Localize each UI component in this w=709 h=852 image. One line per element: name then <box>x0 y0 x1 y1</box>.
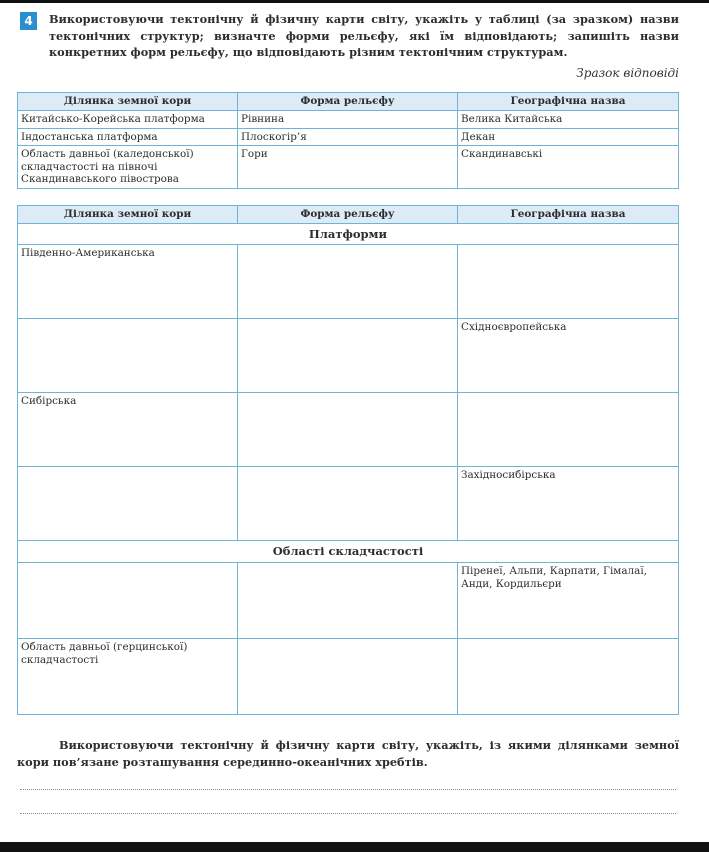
table-row <box>18 639 679 715</box>
bottom-border <box>0 842 709 852</box>
answer-cell[interactable] <box>238 467 458 541</box>
answer-cell[interactable] <box>18 319 238 393</box>
header-crust-area: Ділянка земної кори <box>18 93 238 111</box>
answer-cell[interactable] <box>238 563 458 639</box>
answer-cell[interactable]: Піренеї, Альпи, Карпати, Гімалаї, Анди, Кордильєри <box>458 563 679 639</box>
sample-cell: Китайсько-Корейська платформа <box>18 111 238 129</box>
answer-line[interactable] <box>20 789 676 790</box>
answer-cell[interactable] <box>238 319 458 393</box>
table-row <box>18 563 679 639</box>
section-title-platforms: Платформи <box>18 224 679 245</box>
sample-answer-label: Зразок відповіді <box>576 66 679 80</box>
table-row <box>18 111 679 129</box>
header-geo-name: Географічна назва <box>458 93 679 111</box>
answer-cell[interactable] <box>238 393 458 467</box>
answer-cell[interactable]: Західносибірська <box>458 467 679 541</box>
table-row <box>18 467 679 541</box>
table-header-row <box>18 93 679 111</box>
answer-cell[interactable]: Сибірська <box>18 393 238 467</box>
section-title-folds: Області складчастості <box>18 541 679 563</box>
answer-cell[interactable] <box>18 563 238 639</box>
answer-cell[interactable] <box>458 639 679 715</box>
table-row <box>18 245 679 319</box>
answer-cell[interactable] <box>18 467 238 541</box>
sample-cell: Плоскогір’я <box>238 128 458 146</box>
sample-cell: Велика Китайська <box>458 111 679 129</box>
task-instructions: Використовуючи тектонічну й фізичну карти світу, укажіть у таблиці (за зразком) назви тектонічних структур; визначте форми рельєфу, які їм відповідають; запишіть назви конкретних форм рельєфу, що відповідають різним тектонічним структурам. <box>49 12 679 59</box>
answer-cell[interactable]: Південно-Американська <box>18 245 238 319</box>
answer-cell[interactable] <box>458 393 679 467</box>
table-row <box>18 393 679 467</box>
answer-cell[interactable] <box>238 245 458 319</box>
question-two-text: Використовуючи тектонічну й фізичну карти світу, укажіть, із якими ділянками земної кори пов’язане розташування серединно-океанічних хребтів. <box>17 738 679 769</box>
sample-cell: Індостанська платформа <box>18 128 238 146</box>
sample-cell: Рівнина <box>238 111 458 129</box>
answer-cell[interactable]: Східноєвропейська <box>458 319 679 393</box>
sample-cell: Скандинавські <box>458 146 679 189</box>
sample-cell: Область давньої (каледонської) складчастості на півночі Скандинавського півострова <box>18 146 238 189</box>
section-row-folds <box>18 541 679 563</box>
sample-cell: Декан <box>458 128 679 146</box>
answer-table <box>17 205 679 715</box>
task-number-badge: 4 <box>20 12 37 30</box>
table-row <box>18 128 679 146</box>
table-row <box>18 319 679 393</box>
header-relief-form: Форма рельєфу <box>238 206 458 224</box>
answer-cell[interactable]: Область давньої (герцинської) складчастості <box>18 639 238 715</box>
table-row <box>18 146 679 189</box>
section-row-platforms <box>18 224 679 245</box>
header-relief-form: Форма рельєфу <box>238 93 458 111</box>
sample-answer-table <box>17 92 679 189</box>
sample-cell: Гори <box>238 146 458 189</box>
header-crust-area: Ділянка земної кори <box>18 206 238 224</box>
top-border <box>0 0 709 3</box>
table-header-row <box>18 206 679 224</box>
answer-cell[interactable] <box>458 245 679 319</box>
answer-line[interactable] <box>20 813 676 814</box>
header-geo-name: Географічна назва <box>458 206 679 224</box>
answer-cell[interactable] <box>238 639 458 715</box>
